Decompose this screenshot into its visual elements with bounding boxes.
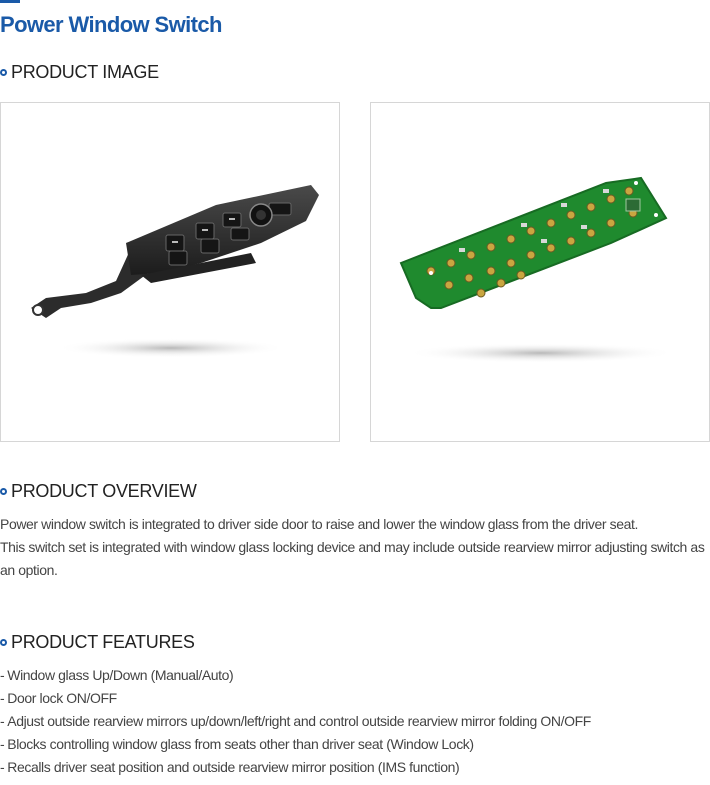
feature-item [0,687,591,710]
feature-text: Window glass Up/Down (Manual/Auto) [7,667,234,683]
overview-text [0,513,710,582]
feature-dash: - [0,667,5,683]
feature-dash: - [0,736,5,752]
pcb-illustration [371,103,709,441]
feature-text: Adjust outside rearview mirrors up/down/left/right and control outside rearview mirror folding ON/OFF [7,713,591,729]
product-features-heading [0,632,195,653]
product-overview-heading-label: PRODUCT OVERVIEW [11,481,197,501]
title-accent-bar [0,0,20,3]
overview-line-2: This switch set is integrated with window glass locking device and may include outside rearview mirror adjusting switch as an option. [0,539,705,578]
feature-item [0,664,591,687]
circle-bullet-icon [0,69,7,76]
overview-line-1: Power window switch is integrated to driver side door to raise and lower the window glass from the driver seat. [0,516,639,532]
features-list [0,664,591,779]
feature-text: Door lock ON/OFF [7,690,117,706]
feature-item [0,756,591,779]
feature-item [0,733,591,756]
product-image-switch [0,102,340,442]
feature-item [0,710,591,733]
feature-dash: - [0,759,5,775]
product-image-heading-label: PRODUCT IMAGE [11,62,159,82]
feature-text: Recalls driver seat position and outside rearview mirror position (IMS function) [7,759,460,775]
window-switch-illustration [1,103,339,441]
circle-bullet-icon [0,488,7,495]
circle-bullet-icon [0,639,7,646]
feature-dash: - [0,713,5,729]
page-title: Power Window Switch [0,12,222,37]
product-image-heading [0,62,159,83]
feature-text: Blocks controlling window glass from seats other than driver seat (Window Lock) [7,736,474,752]
feature-dash: - [0,690,5,706]
product-image-pcb [370,102,710,442]
product-overview-heading [0,481,197,502]
product-features-heading-label: PRODUCT FEATURES [11,632,195,652]
